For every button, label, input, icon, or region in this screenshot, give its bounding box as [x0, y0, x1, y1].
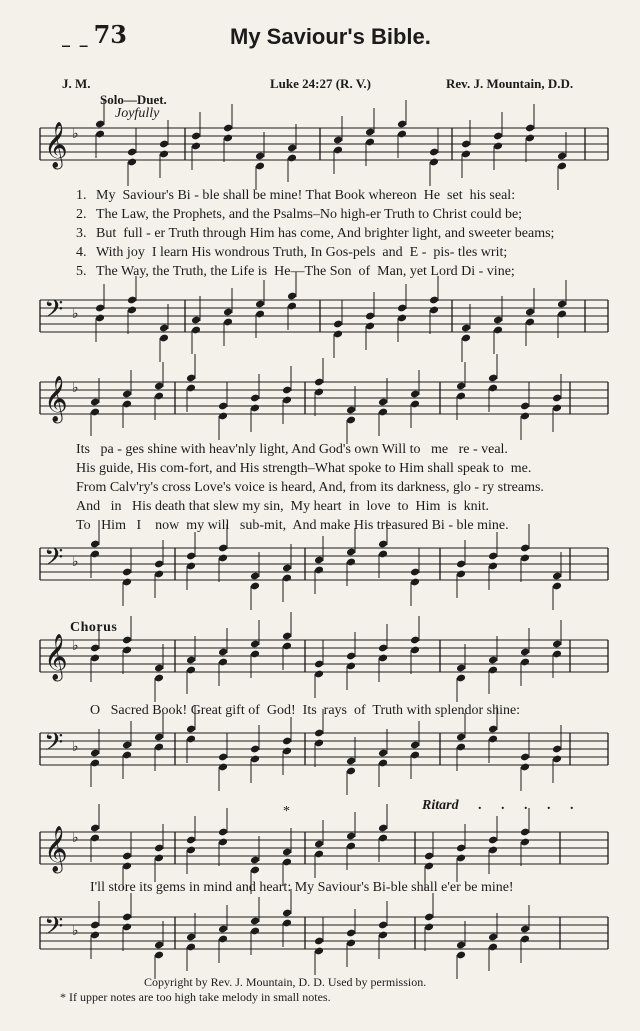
copyright-notice: Copyright by Rev. J. Mountain, D. D. Used by permission.: [144, 975, 427, 989]
hymn-number: _ _ 73: [62, 20, 127, 49]
verse-1-line-1: 1. My Saviour's Bi - ble shall be mine! That Book whereon He set his seal:: [76, 188, 516, 203]
treble-clef-icon: 𝄞: [44, 826, 68, 872]
treble-clef-icon: 𝄞: [44, 634, 68, 680]
footnote: * If upper notes are too high take melody in small notes.: [60, 990, 331, 1004]
verse-3-line-2: From Calv'ry's cross Love's voice is heard, And, from its darkness, glo - ry streams.: [76, 480, 544, 495]
scripture-reference: Luke 24:27 (R. V.): [270, 76, 372, 91]
ritard-marking: Ritard: [422, 798, 459, 813]
tempo-marking: Joyfully: [115, 106, 160, 121]
flat-icon: ♭: [72, 923, 79, 939]
flat-icon: ♭: [72, 830, 79, 846]
verse-2-line-2: His guide, His com-fort, and His strength–What spoke to Him shall speak to me.: [76, 461, 532, 476]
treble-clef-icon: 𝄞: [44, 376, 68, 422]
bass-clef-icon: 𝄢: [44, 295, 64, 330]
flat-icon: ♭: [72, 306, 79, 322]
flat-icon: ♭: [72, 554, 79, 570]
music-author: Rev. J. Mountain, D.D.: [446, 76, 574, 91]
bass-clef-icon: 𝄢: [44, 728, 64, 763]
words-author: J. M.: [62, 76, 91, 91]
chorus-label: Chorus: [70, 620, 118, 635]
verse-1-line-2: Its pa - ges shine with heav'nly light, And God's own Will to me re - veal.: [76, 442, 508, 457]
flat-icon: ♭: [72, 638, 79, 654]
flat-icon: ♭: [72, 739, 79, 755]
flat-icon: ♭: [72, 380, 79, 396]
treble-clef-icon: 𝄞: [44, 122, 68, 168]
verse-2-line-1: 2. The Law, the Prophets, and the Psalms–No high-er Truth to Christ could be;: [76, 207, 523, 222]
chorus-line-2: I'll store its gems in mind and heart: My Saviour's Bi-ble shall e'er be mine!: [90, 880, 514, 895]
voicing-label: Solo—Duet.: [100, 92, 167, 107]
verse-4-line-1: 4. With joy I learn His wondrous Truth, In Gos-pels and E - pis- tles writ;: [76, 245, 508, 260]
chorus-line-1: O Sacred Book! Great gift of God! Its rays of Truth with splendor shine:: [90, 703, 521, 718]
verse-3-line-1: 3. But full - er Truth through Him has come, And brighter light, and sweeter beams;: [76, 226, 555, 241]
hymn-title: My Saviour's Bible.: [230, 24, 431, 49]
verse-5-line-1: 5. The Way, the Truth, the Life is He—The Son of Man, yet Lord Di - vine;: [76, 264, 515, 279]
flat-icon: ♭: [72, 126, 79, 142]
verse-5-line-2: To Him I now my will sub-mit, And make His treasured Bi - ble mine.: [76, 518, 509, 533]
bass-clef-icon: 𝄢: [44, 912, 64, 947]
verse-4-line-2: And in His death that slew my sin, My heart in love to Him is knit.: [76, 499, 489, 514]
ritard-dots: . . . . .: [478, 798, 582, 813]
bass-clef-icon: 𝄢: [44, 543, 64, 578]
asterisk-mark: *: [283, 804, 290, 819]
